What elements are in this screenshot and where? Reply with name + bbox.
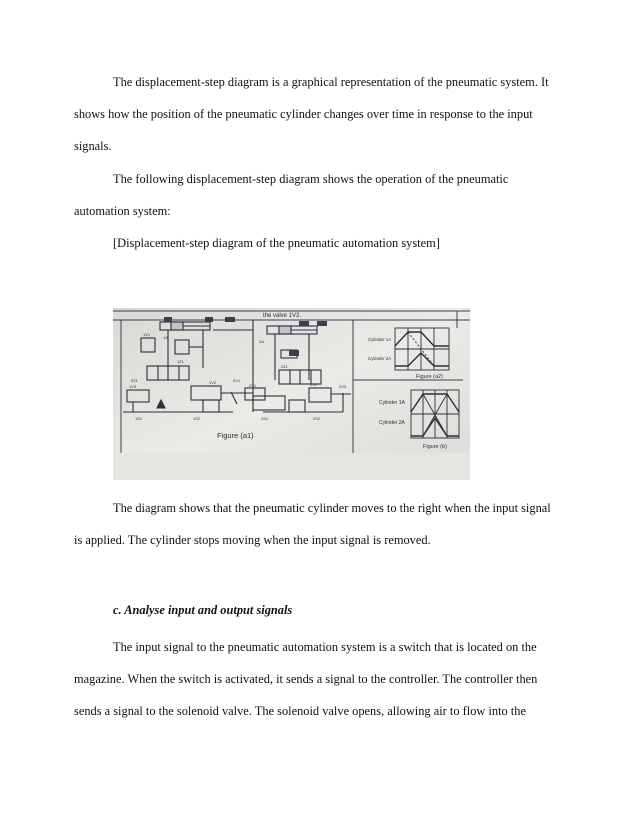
component-tag: 1S1 — [135, 416, 143, 421]
cylinder-1a-label-a2: Cylinder 1A — [368, 337, 392, 342]
component-tag: 2V2 — [310, 382, 318, 387]
cylinder-1a-label-b: Cylinder 1A — [379, 400, 405, 406]
component-tag: 1V2 — [209, 380, 217, 385]
paragraph-1-line-2: shows how the position of the pneumatic cylinder changes over time in response to the input — [74, 107, 533, 121]
component-tag: 1V3 — [129, 384, 137, 389]
component-tag: 1V1 — [143, 332, 151, 337]
cylinder-2a-label-b: Cylinder 2A — [379, 420, 405, 426]
component-tag: 0V1 — [233, 378, 241, 383]
paragraph-4-line-3: sends a signal to the solenoid valve. The solenoid valve opens, allowing air to flow into the — [74, 704, 526, 718]
component-tag: 2S1 — [261, 416, 269, 421]
component-tag: 2V3 — [339, 384, 347, 389]
component-tag: 1A — [163, 335, 168, 340]
component-tag: 1Z1 — [177, 359, 184, 364]
pneumatic-diagram-photo — [113, 308, 470, 480]
paragraph-4-line-1: The input signal to the pneumatic automation system is a switch that is located on the — [113, 640, 537, 654]
figure-top-caption: the valve 1V2. — [263, 313, 302, 319]
caption-figure-b: Figure (b) — [423, 444, 447, 450]
component-tag: 2S2 — [313, 416, 321, 421]
caption-figure-a2: Figure (a2) — [416, 374, 443, 380]
component-tag: 2A — [259, 339, 264, 344]
component-tag: 0Z1 — [131, 378, 138, 383]
component-tag: 2Z1 — [281, 364, 288, 369]
component-tag: 1S2 — [193, 416, 201, 421]
component-tag: 2V1 — [249, 383, 257, 388]
paragraph-3-line-1: The diagram shows that the pneumatic cylinder moves to the right when the input signal — [113, 501, 551, 515]
paragraph-1-line-3: signals. — [74, 139, 112, 153]
paragraph-2-line-2: automation system: — [74, 204, 171, 218]
caption-figure-a1: Figure (a1) — [217, 431, 254, 440]
paragraph-4-line-2: magazine. When the switch is activated, it sends a signal to the controller. The controller then — [74, 672, 538, 686]
paragraph-2-line-1: The following displacement-step diagram shows the operation of the pneumatic — [113, 172, 509, 186]
cylinder-2a-label-a2: Cylinder 2A — [368, 356, 392, 361]
paragraph-1-line-1: The displacement-step diagram is a graphical representation of the pneumatic system. It — [113, 75, 549, 89]
figure-placeholder-text: [Displacement-step diagram of the pneumatic automation system] — [113, 236, 440, 250]
paragraph-3-line-2: is applied. The cylinder stops moving when the input signal is removed. — [74, 533, 431, 547]
section-heading: c. Analyse input and output signals — [113, 603, 293, 617]
